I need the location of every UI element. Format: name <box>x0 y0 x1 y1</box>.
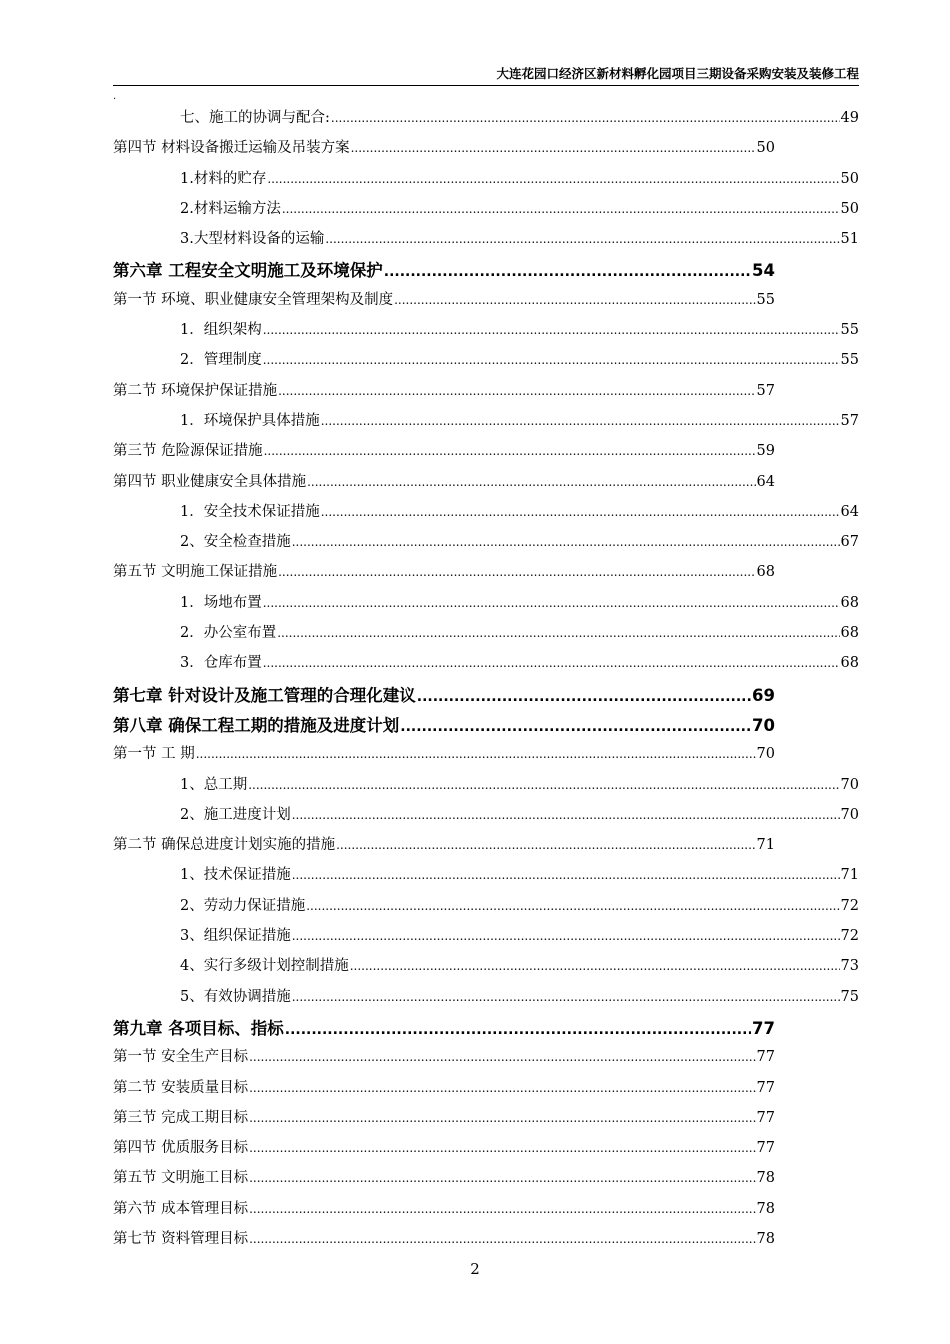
dot-leader <box>263 353 840 367</box>
dot-leader <box>249 1202 755 1216</box>
dot-leader <box>278 565 755 579</box>
toc-entry-page-number: 77 <box>756 1079 775 1096</box>
toc-entry-page-number: 77 <box>756 1049 775 1066</box>
toc-entry-page-number: 68 <box>840 625 859 642</box>
dot-leader <box>321 414 840 428</box>
dot-leader <box>292 990 840 1004</box>
toc-entry-chapter[interactable] <box>113 712 775 742</box>
toc-entry-title: 1．组织架构 <box>180 322 262 339</box>
toc-entry-title: 2．办公室布置 <box>180 625 277 642</box>
toc-entry-page-number: 78 <box>756 1170 775 1187</box>
toc-entry-page-number: 72 <box>840 897 859 914</box>
dot-leader <box>249 1050 755 1064</box>
dot-leader <box>263 596 840 610</box>
toc-entry-page-number: 55 <box>756 291 775 308</box>
toc-entry-title: 第三节 完成工期目标 <box>113 1109 249 1126</box>
dot-leader <box>249 1141 755 1155</box>
toc-entry-item[interactable] <box>113 985 859 1015</box>
toc-entry-title: 2、劳动力保证措施 <box>180 897 306 914</box>
toc-entry-section[interactable] <box>113 136 775 166</box>
toc-entry-page-number: 57 <box>756 382 775 399</box>
dot-leader <box>292 808 840 822</box>
toc-entry-section[interactable] <box>113 288 775 318</box>
toc-entry-title: 第六节 成本管理目标 <box>113 1200 249 1217</box>
dot-leader <box>400 719 751 735</box>
dot-leader <box>292 929 840 943</box>
toc-entry-item[interactable] <box>113 409 859 439</box>
toc-entry-title: 第一节 环境、职业健康安全管理架构及制度 <box>113 291 394 308</box>
toc-entry-page-number: 70 <box>840 776 859 793</box>
toc-entry-page-number: 68 <box>840 594 859 611</box>
toc-entry-section[interactable] <box>113 1136 775 1166</box>
dot-leader <box>263 323 840 337</box>
toc-entry-title: 第八章 确保工程工期的措施及进度计划 <box>113 715 400 735</box>
page-number: 2 <box>470 1260 480 1278</box>
toc-entry-page-number: 54 <box>752 261 775 281</box>
dot-leader <box>263 656 840 670</box>
toc-entry-page-number: 69 <box>752 685 775 705</box>
toc-entry-item[interactable] <box>113 954 859 984</box>
toc-entry-title: 七、施工的协调与配合: <box>180 110 330 126</box>
dot-leader <box>282 202 840 216</box>
table-of-contents <box>113 106 859 1257</box>
toc-entry-item[interactable] <box>113 318 859 348</box>
dot-leader <box>278 384 755 398</box>
toc-entry-page-number: 68 <box>756 564 775 581</box>
toc-entry-chapter[interactable] <box>113 1015 775 1045</box>
dot-leader <box>331 111 840 125</box>
toc-entry-item[interactable] <box>113 651 859 681</box>
toc-entry-page-number: 50 <box>756 140 775 157</box>
toc-entry-item[interactable] <box>113 348 859 378</box>
toc-entry-page-number: 77 <box>752 1018 775 1038</box>
toc-entry-page-number: 49 <box>840 110 859 126</box>
toc-entry-page-number: 71 <box>756 837 775 854</box>
toc-entry-section[interactable] <box>113 1227 775 1257</box>
toc-entry-item[interactable] <box>113 591 859 621</box>
toc-entry-title: 3.大型材料设备的运输 <box>180 231 325 248</box>
toc-entry-chapter[interactable] <box>113 257 775 287</box>
toc-entry-page-number: 71 <box>840 867 859 884</box>
dot-leader <box>417 689 751 705</box>
dot-leader <box>292 535 840 549</box>
dot-leader <box>196 747 756 761</box>
toc-entry-title: 第六章 工程安全文明施工及环境保护 <box>113 261 383 281</box>
toc-entry-title: 2、施工进度计划 <box>180 806 291 823</box>
toc-entry-title: 第七章 针对设计及施工管理的合理化建议 <box>113 685 416 705</box>
toc-entry-section[interactable] <box>113 833 775 863</box>
toc-entry-title: 第一节 安全生产目标 <box>113 1049 249 1066</box>
dot-leader <box>264 444 756 458</box>
toc-entry-page-number: 50 <box>840 170 859 187</box>
toc-entry-page-number: 64 <box>756 473 775 490</box>
toc-entry-page-number: 51 <box>840 231 859 248</box>
toc-entry-title: 1、总工期 <box>180 776 248 793</box>
toc-entry-title: 1．安全技术保证措施 <box>180 503 320 520</box>
toc-entry-title: 5、有效协调措施 <box>180 988 291 1005</box>
toc-entry-page-number: 50 <box>840 200 859 217</box>
dot-leader <box>306 899 839 913</box>
dot-leader <box>285 1022 751 1038</box>
toc-entry-section[interactable] <box>113 439 775 469</box>
dot-leader <box>336 838 755 852</box>
toc-entry-section[interactable] <box>113 560 775 590</box>
dot-leader <box>249 1111 755 1125</box>
toc-entry-section[interactable] <box>113 1045 775 1075</box>
running-header: 大连花园口经济区新材料孵化园项目三期设备采购安装及装修工程 <box>113 66 859 86</box>
toc-entry-item[interactable] <box>113 803 859 833</box>
toc-entry-title: 第一节 工 期 <box>113 746 195 763</box>
dot-leader <box>249 1232 755 1246</box>
toc-entry-section[interactable] <box>113 1106 775 1136</box>
dot-leader <box>384 264 751 280</box>
toc-entry-title: 第七节 资料管理目标 <box>113 1230 249 1247</box>
toc-entry-page-number: 78 <box>756 1200 775 1217</box>
toc-entry-title: 3．仓库布置 <box>180 655 262 672</box>
dot-leader <box>350 959 840 973</box>
dot-leader <box>307 475 755 489</box>
toc-entry-item[interactable] <box>113 621 859 651</box>
dot-leader <box>394 293 755 307</box>
toc-entry-title: 第四节 材料设备搬迁运输及吊装方案 <box>113 140 350 157</box>
toc-entry-title: 2．管理制度 <box>180 352 262 369</box>
header-marker: . <box>113 91 117 102</box>
toc-entry-page-number: 67 <box>840 534 859 551</box>
toc-entry-title: 2.材料运输方法 <box>180 200 281 217</box>
toc-entry-item[interactable] <box>113 863 859 893</box>
toc-entry-section[interactable] <box>113 1197 775 1227</box>
toc-entry-item[interactable] <box>113 500 859 530</box>
toc-entry-title: 1．场地布置 <box>180 594 262 611</box>
toc-entry-title: 第五节 文明施工目标 <box>113 1170 249 1187</box>
toc-entry-item[interactable] <box>113 530 859 560</box>
toc-entry-page-number: 55 <box>840 352 859 369</box>
toc-entry-page-number: 70 <box>752 715 775 735</box>
toc-entry-title: 1、技术保证措施 <box>180 867 291 884</box>
toc-entry-item[interactable] <box>113 773 859 803</box>
dot-leader <box>325 232 839 246</box>
toc-entry-page-number: 70 <box>756 746 775 763</box>
toc-entry-title: 第二节 确保总进度计划实施的措施 <box>113 837 336 854</box>
toc-entry-title: 1．环境保护具体措施 <box>180 412 320 429</box>
dot-leader <box>321 505 840 519</box>
toc-entry-title: 第三节 危险源保证措施 <box>113 443 263 460</box>
dot-leader <box>249 1081 755 1095</box>
toc-entry-page-number: 73 <box>840 958 859 975</box>
toc-entry-page-number: 68 <box>840 655 859 672</box>
toc-entry-title: 第二节 安装质量目标 <box>113 1079 249 1096</box>
dot-leader <box>248 778 839 792</box>
toc-entry-chapter[interactable] <box>113 682 775 712</box>
toc-entry-item[interactable] <box>113 167 859 197</box>
toc-entry-item[interactable] <box>113 197 859 227</box>
toc-entry-page-number: 72 <box>840 928 859 945</box>
toc-entry-title: 第九章 各项目标、指标 <box>113 1018 284 1038</box>
toc-entry-page-number: 78 <box>756 1230 775 1247</box>
toc-entry-title: 1.材料的贮存 <box>180 170 267 187</box>
toc-entry-section[interactable] <box>113 379 775 409</box>
toc-entry-page-number: 75 <box>840 988 859 1005</box>
dot-leader <box>249 1171 755 1185</box>
dot-leader <box>292 868 840 882</box>
toc-entry-title: 第四节 优质服务目标 <box>113 1140 249 1157</box>
toc-entry-item[interactable] <box>113 924 859 954</box>
dot-leader <box>267 172 839 186</box>
toc-entry-section[interactable] <box>113 742 775 772</box>
toc-entry-page-number: 64 <box>840 503 859 520</box>
toc-entry-section[interactable] <box>113 470 775 500</box>
toc-entry-page-number: 77 <box>756 1109 775 1126</box>
toc-entry-title: 第五节 文明施工保证措施 <box>113 564 278 581</box>
toc-entry-page-number: 59 <box>756 443 775 460</box>
toc-entry-section[interactable] <box>113 1166 775 1196</box>
toc-entry-page-number: 77 <box>756 1140 775 1157</box>
toc-entry-page-number: 57 <box>840 412 859 429</box>
dot-leader <box>277 626 839 640</box>
toc-entry-title: 4、实行多级计划控制措施 <box>180 958 349 975</box>
toc-entry-section[interactable] <box>113 1076 775 1106</box>
toc-entry-item[interactable] <box>113 227 859 257</box>
toc-entry-page-number: 55 <box>840 322 859 339</box>
toc-entry-title: 3、组织保证措施 <box>180 928 291 945</box>
toc-entry-title: 第四节 职业健康安全具体措施 <box>113 473 307 490</box>
toc-entry-item[interactable] <box>113 106 859 136</box>
toc-entry-page-number: 70 <box>840 806 859 823</box>
dot-leader <box>351 141 756 155</box>
toc-entry-title: 第二节 环境保护保证措施 <box>113 382 278 399</box>
toc-entry-title: 2、安全检查措施 <box>180 534 291 551</box>
toc-entry-item[interactable] <box>113 894 859 924</box>
